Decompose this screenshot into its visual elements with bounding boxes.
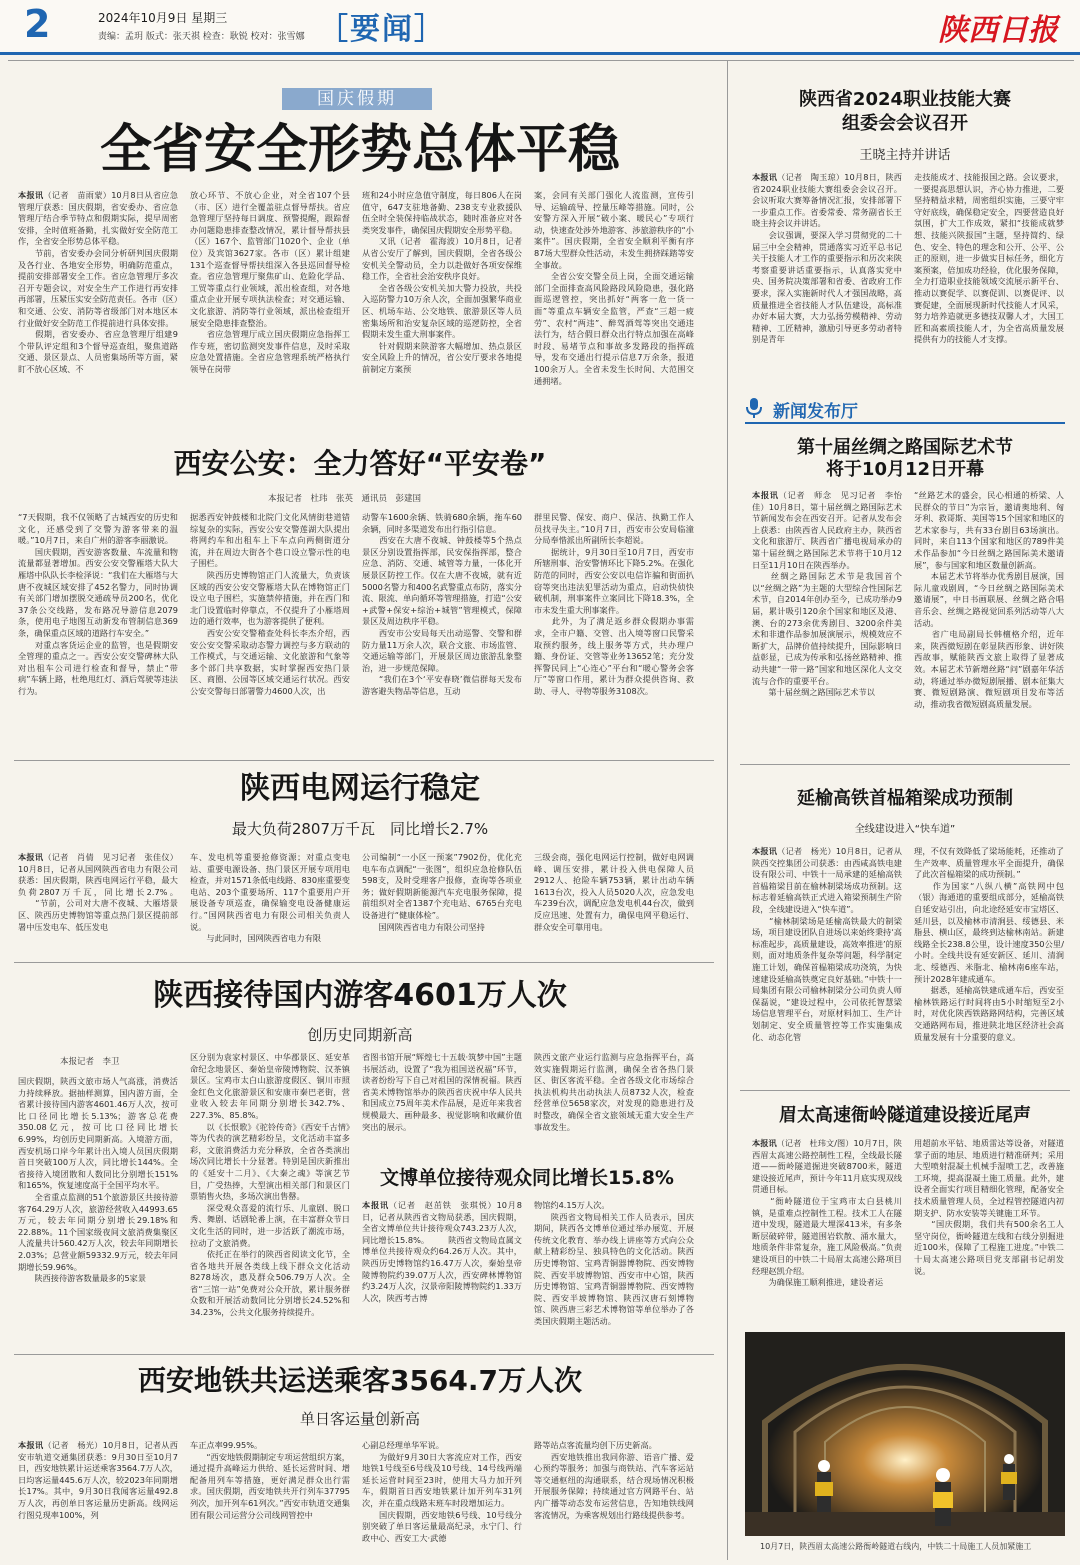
a2-col2 [190,512,350,752]
a6-lead-reporter: （记者 杨光） [43,1440,103,1450]
a2-text-col1: “7天假期，我不仅领略了古城西安的历史和文化，还感受到了交警为游客带来的温暖。”10月7日，来自广州的游客李丽激说。 国庆假期，西安游客数量、车流量和物流量都显著增加。西安公安交警雁塔大队大雁塔中队队长李检泽说：“我们在大雁塔与大唐不夜城区域安排了452名警力，同时协调有关部门增加摆脱交通疏导员200名，优化37条公交线路，发布路况导游信息2079条，使用电子地图互动新发布管制信息369条，确保重点区域的道路行车安全。” 对重点客货运企业的监管，也是假期安全管理的重点之一。西安公安交警碑林大队对出租车公司进行检查和督导，禁止“带病”车辆上路，杜绝甩红灯、酒后驾驶等违法行为。 [18,512,178,696]
holiday-banner: 国庆假期 [282,88,432,110]
r2-lead-label: 本报讯 [752,490,779,500]
center-column-rule [727,60,728,1560]
a4-col3 [362,1052,522,1156]
r1-headline-line1: 陕西省2024职业技能大赛 [798,89,1012,110]
r2-lead-reporter: （记者 师念 见习记者 李怡佳） [752,490,902,512]
a1-text-col3: 班和24小时应急值守制度，每日806人在岗值守，647支驻地备勤、238支专业救援队伍全时全装保持临战状态，随时准备应对各类突发事件，确保国庆假期安全形势平稳。 又讯（记者 霍海波）10月8日，记者从省公安厅了解到，国庆假期，全省各级公安机关全警动员，全力以赴做好各项安保维稳工作，全省社会治安秩序良好。 全省各级公安机关加大警力投放，共投入巡防警力10万余人次，全面加强繁华商业区、机场车站、公交地铁、旅游景区等人员密集场所和治安复杂区域的巡逻防控，全省假期未发生重大刑事案件。 针对假期来陕游客大幅增加、热点景区安全风险上升的情况，省公安厅要求各地提前制定方案预 [362,190,522,374]
a3-col2 [190,852,350,952]
a1-text-col2: 放心环节、不放心企业，对全省107个县（市、区）进行全覆盖驻点督导帮扶。省应急管理厅坚持每日调度、预警提醒，跟踪督办问题隐患排查整改情况，累计督导帮扶县（区）167个、监管部门1020个、企业（单位）及宾馆3627家。各市（区）累计组建131个巡查督导帮扶组深入各县巡回督导检查。省应急管理厅聚焦矿山、危险化学品、工贸等重点行业领域，派出检查组，对各地重点企业开展专项执法检查；对交通运输、文化旅游、消防等行业领域，派出检查组开展安全隐患排查整治。 省应急管理厅成立国庆假期应急指挥工作专班，密切监测突发事件信息，及时采取应急处置措施。全省应急管理系统严格执行领导在岗带 [190,190,350,374]
a1-col4 [534,190,694,432]
r3-subtitle: 全线建设进入“快车道” [854,824,956,835]
r1-col1 [752,172,902,368]
a3-col3 [362,852,522,952]
top-frame-rule [8,60,1074,61]
photo-caption: 10月7日，陕西眉太高速公路衙岭隧道右线内，中铁二十局施工人员加紧施工 [760,1542,1032,1551]
a3-headline: 陕西电网运行稳定 [240,771,480,806]
r4-col1 [752,1138,902,1322]
a1-col1 [18,190,178,432]
r3-col2 [914,846,1064,1078]
a3-col1 [18,852,178,952]
r4-lead-reporter: （记者 杜玮文/图） [776,1138,854,1148]
a1-text-col4: 案，会同有关部门强化人流监测，宣传引导、运输疏导、控量压峰等措施。同时，公安警方深入开展“破小案、暖民心”专项行动，快速查处涉外地游客、涉旅游秩序的“小案件”。国庆假期，全省安全顺利平衡有序87场大型群众性活动，未发生拥挤踩踏等安全事故。 全省公安交警全员上岗，全面交通运输部门全面排查高风险路段风险隐患，强化路面巡逻管控，突出抓好“两客一危一货一面”等重点车辆安全监管，严查“三超一疲劳”、农村“两违”、醉驾酒驾等突出交通违法行为，结合假日群众出行特点加强在高峰时段、易堵节点和事故多发路段的指挥疏导，发布交通出行提示信息7万余条，报道100余万人。全省未发生长时间、大范围交通拥堵。 [534,190,694,386]
a2-text-col3: 动警车1600余辆、铁骑680余辆，拖车60余辆，同时多渠道发布出行指引信息。 西安在大唐不夜城、钟鼓楼等5个热点景区分别设置指挥部，民安保指挥部，整合应急、消防、交通、城管等力量，一体化开展景区防控工作。仅在大唐不夜城，就有近5000名警力和400名武警重点布防，落实分流、限流、单向循环等管理措施，打造“公安+武警+保安+综治+城管”管理模式，保障景区及周边秩序平稳。 西安市公安局每天出动巡警、交警和群防力量11万余人次，联合文旅、市场监管、交通运输等部门，开展景区周边旅游乱象整治，进一步规范保障。 “我们在3个‘平安春晓’微信群每天发布游客避失物品等信息，互动 [362,512,522,696]
r1-text-col1: 10月8日，陕西省2024职业技能大赛组委会会议召开。会议听取大赛筹备情况汇报，安排部署下一步重点工作。省委常委、常务副省长王晓主持会议并讲话。 会议强调，要深入学习贯彻党的二十届三中全会精神，贯通落实习近平总书记关于技能人才工作的重要指示和历次来陕考察重要讲话重要指示，认真落实党中央、国务院决策部署和省委、省政府工作要求，深入实施新时代人才强国战略，高质量推进全省技能人才队伍建设，高标准办好本届大赛，大力弘扬劳模精神、劳动精神、工匠精神，激励引导更多劳动者特别是青年 [752,172,902,345]
divider-a2-a3 [14,760,714,761]
press-release-bar [745,396,1065,424]
a6-lead-label: 本报讯 [18,1440,44,1450]
a2-text-col2: 据悉西安钟鼓楼和北院门文化风情街巷道错综复杂的实际，西安公安交警莲湖大队提出将网约车和出租车上下车点向两侧街道分流，并在周边大街各个巷口设立警示性的电子围栏。 陕西历史博物馆正门人流量大，负责该区域的西安公安交警雁塔大队在博物馆正门设立电子围栏，实施禁停措施，并在西门和北门设置临时停靠点，不仅提升了小雁塔周边的通行效率，也为游客提供了便利。 西安公安交警稽查处科长李杰介绍，西安公安交警采取动态警力调控与多方联动的工作模式，与交通运输、文化旅游和气象等多个部门共享数据，实时掌握西安热门景区、商圈、公园等区域交通运行状况。西安公安交警每日部署警力4600人次，出 [190,512,350,696]
microphone-icon [745,397,763,419]
r3-col1 [752,846,902,1078]
a1-col2 [190,190,350,432]
a2-col1 [18,512,178,752]
a1-text-col1: 10月8日从省应急管理厅获悉：国庆假期，省安委办、省应急管理厅结合季节特点和假期实际，提早周密安排，全时值班备勤，扎实做好安全防范工作，全省安全形势总体平稳。 节前，省安委办会同分析研判国庆假期及各行业、各地安全形势，明确防范重点，提前安排部署安全工作。省应急管理厅多次召开专题会议，对安全生产工作进行再安排再部署，压紧压实安全防范责任。各市（区）和交通、公安、消防等省级部门对本地区本行业做好安全防范工作提前进行具体安排。 假期，省安委办、省应急管理厅组建9个带队评定组和3个督导巡查组，聚焦道路交通、景区景点、人员密集场所等方面，紧盯不放心区域、不 [18,190,178,374]
a2-text-col4: 群里民警、保安、商户、保洁、执勤工作人员找寻失主。”10月7日，西安市公安局临潼分局奉惜派出所副所长李超说。 据统计，9月30日至10月7日，西安市所辖刑事、治安警情环比下降5.2%。在强化防范的同时，西安公安以电信诈骗和街面扒窃等突出违法犯罪活动为重点，启动快侦快破机制，刑事案件立案同比下降18.3%，全市未发生重大刑事案件。 此外，为了满足返乡群众假期办事需求，全市户籍、交管、出入境等窗口民警采取预约服务，线上服务等方式，共办理户籍、身份证、交管等业务13652笔；充分发挥警民同上“心连心”平台和“暖心警务会客厅”等窗口作用，累计为群众提供咨询、救助、寻人、寻物等服务3108次。 [534,512,694,696]
a5-col1 [362,1200,522,1346]
r2-text-col2: “丝路艺术的盛会，民心相通的桥梁、人民群众的节日”为宗旨，邀请奥地利、匈牙利、救哥斯、美国等15个国家和地区的艺术家参与，共有33台剧目63场演出。同时，来自113个国家和地区的789件美术作品参加“今日丝绸之路国际美术邀请展”，参与国家和地区数量创新高。 本届艺术节将举办优秀剧目展演，国际儿童戏剧周，“今日丝绸之路国际美术邀请展”，中日书画联展、丝绸之路合唱音乐会、丝绸之路视觉回系列活动等八大活动。 省广电局副局长韩檀格介绍，近年来，陕西微短剧在彰显陕西形象、讲好陕西故事，赋能陕西文旅上取得了显著成效。本届艺术节新增丝路“问”剧嘉年华活动，将通过举办微短剧展播、剧本征集大赛、微短剧路演、微短剧项目发布等活动，推动我省微短剧高质量发展。 [914,490,1064,709]
r4-text-col2: 用超前水平钻、地质雷达等设备，对隧道掌子面的地层、地质进行精准研判；采用大型喷射混凝土机械手湿喷工艺，改善施工环境，提高混凝土施工质量。此外，建设者全面实行项目精细化管理，配备安全技术质量管理人员，全过程管控隧道内初期支护、防水安装等关键施工环节。 “国庆假期，我们共有500余名工人坚守岗位，衙岭隧道左线和右线分别掘进近100米，保障了工程施工进度。”中铁二十局太高速公路项目党支部副书记胡发说。 [914,1138,1064,1276]
a5-col2 [534,1200,694,1346]
section-title: ［要闻］ [318,12,446,47]
r4-col2 [914,1138,1064,1322]
a6-col2 [190,1440,350,1556]
tunnel-illustration [745,1332,1065,1536]
a1-headline: 全省安全形势总体平稳 [99,120,620,180]
a4-text-col1: 国庆假期，陕西文旅市场人气高涨，消费活力持续释放。据抽样测算，国内游方面，全省累计接待国内游客4601.46万人次，按可比口径同比增长5.13%；游客总花费350.08亿元，按可比口径同比增长6.99%，均创历史同期新高。入境游方面，西安机场口岸今年累计出入境人员国庆假期首日突破100万人次，同比增长144%。全省接待入境团散和人数同比分别增长151%和165%，恢复速度高于全国平均水平。 全省重点监测的51个旅游景区共接待游客764.29万人次，旅游经营收入44993.65万元，较去年同期分别增长29.18%和22.88%。11个国家级夜间文旅消费集聚区人流量共计560.42万人次，较去年同期增长2.03%；总营业额59332.9万元，较去年同期增长59.96%。 陕西接待游客数量最多的5家景 [18,1076,178,1284]
a4-col4 [534,1052,694,1156]
a2-headline: 西安公安：全力答好“平安卷” [173,447,547,480]
a4-text-col2: 区分别为袁家村景区、中华郡景区、延安革命纪念地景区、秦始皇帝陵博物院、汉茶镇景区。宝鸡市太白山旅游度假区、铜川市照金红色文化旅游景区和安康市秦巴老街，营业收入较去年同期分别增长342.7%、227.3%、85.8%。 以《长恨歌》《驼铃传奇》《西安千古情》等为代表的演艺精彩纷呈，文化活动丰富多彩，文旅消费活力充分释放，全省各类演出场次同比增长十分显著。特别是国庆新推出的《延安十二月》、《大秦之魂》等演艺节目，广受热捧，大型演出相关部门和景区门票销售火热，多场次演出售罄。 深受观众喜爱的流行乐、儿童剧、脱口秀、舞剧、话剧轮番上演，在丰富群众节日文化生活的同时，进一步活跃了潮流市场，拉动了文旅消费。 依托正在举行的陕西省阅读文化节，全省各地共开展各类线上线下群众文化活动8278场次，惠及群众506.79万人次。全省“三馆一站”免费对公众开放，累计服务群众数和开展活动数同比分别增长24.52%和34.23%，公共文化服务持续提升。 [190,1052,350,1318]
r3-text-col2: 理，不仅有效降低了梁场能耗，还推动了生产效率、质量管理水平全面提升，确保了此次首榀箱梁的成功预制。” 作为国家“八纵八横”高铁网中包（银）海通道的重要组成部分，延榆高铁自延安站引出，向北途经延安市宝塔区、延川县，以及榆林市清涧县、绥德县、米脂县、横山区，最终到达榆林南站。新建线路全长238.8公里，设计速度350公里/小时。全线共设有延安新区、延川、清涧北、绥德西、米脂北、榆林南6座车站，预计2028年建成通车。 据悉，延榆高铁建成通车后，西安至榆林铁路运行时间将由5小时缩短至2小时，对优化陕西铁路路网结构，完善区域交通路网布局，推进陕北地区经济社会高质量发展有十分重要的意义。 [914,846,1064,1042]
a4-byline: 本报记者 李卫 [60,1057,120,1067]
a3-text-col2: 车、发电机等重要抢修资源；对重点变电站、重要电源设备、热门景区开展专项用电检查，并对1571条低电线路、830座重要变电站、203个重要场所、117个重要用户开展设备专项巡查，确保输变电设备健康运行。”国网陕西省电力有限公司相关负责人说。 与此同时，国网陕西省电力有限 [190,852,350,944]
press-release-label: 新闻发布厅 [773,402,858,422]
r2-col1 [752,490,902,742]
r2-text-col1: 10月8日，第十届丝绸之路国际艺术节新闻发布会在西安召开。记者从发布会上获悉：由陕西省人民政府主办，陕西省文化和旅游厅、陕西省广播电视局承办的第十届丝绸之路国际艺术节将于10月12日至11月10日在陕西举办。 丝绸之路国际艺术节是我国首个以“丝绸之路”为主题的大型综合性国际艺术节，自2014年创办至今，已成功举办9届，累计吸引120余个国家和地区及港、澳、台的273余优秀剧目、3200余件美术和非遗作品参加展演展示，规模效应不断扩大，品牌价值持续提升，国际影响日益彰显，已成为传承和弘扬丝路精神、推动共建“一带一路”国家和地区深化人文交流与合作的重要平台。 第十届丝绸之路国际艺术节以 [752,501,902,698]
r4-text-col1: 10月7日，陕西眉太高速公路控制性工程，全线最长隧道——衙岭隧道掘进突破8700米，隧道建设接近尾声，预计今年11月底实现双线贯通目标。 “衙岭隧道位于宝鸡市太白县桃川镇，是重难点控制性工程。技术工人在隧道中发现，隧道最大埋深413米，有多条断层破碎带，隧道围岩软散、涌水量大，地质条件非常复杂，施工风险极高。”负责建设项目的中铁二十局眉太高速公路项目经理赵凯介绍。 为确保施工顺利推进，建设者运 [752,1138,902,1288]
a4-col2 [190,1052,350,1346]
a3-lead-label: 本报讯 [18,852,44,862]
r3-lead-label: 本报讯 [752,846,778,856]
a2-byline: 本报记者 杜玮 张英 通讯员 彭建国 [268,494,422,504]
page-header [0,0,1080,55]
a2-col3 [362,512,522,752]
r3-headline: 延榆高铁首榀箱梁成功预制 [797,788,1013,809]
a5-text-col2: 物馆约4.15万人次。 陕西省文物局相关工作人员表示，国庆期间，陕西各文博单位通过举办展览、开展传统文化教育、举办线上讲座等方式向公众献上精彩纷呈、独具特色的文化活动。陕西历史博物馆、宝鸡青铜器博物院、西安博物院、西安半坡博物馆、西安市中心馆，陕西历史博物馆、宝鸡青铜器博物院、西安博物院、西安半坡博物馆、陕西汉唐石刻博物馆、陕西唐三彩艺术博物馆等单位举办了各类国庆假期主题活动。 [534,1200,694,1326]
a5-headline: 文博单位接待观众同比增长15.8% [380,1167,674,1189]
a6-text-col1: 10月8日，记者从西安市轨道交通集团获悉：9月30日至10月7日，西安地铁累计运送乘客3564.7万人次，日均客运量445.6万人次，较2023年同期增长17%。其中，9月30日我闻客运量492.8万人次，再创单日客运量历史新高。线网运行图兑现率100%，列 [18,1440,178,1520]
a1-lead-label: 本报讯 [18,190,44,200]
a6-col3 [362,1440,522,1556]
divider-a3-a4 [14,962,714,963]
a5-lead-reporter: （记者 赵茁铁 张琪悦） [388,1200,497,1210]
newspaper-logo: 陕西日报 [938,13,1058,48]
r3-lead-reporter: （记者 杨光） [777,846,836,856]
a3-text-col3: 公司编制“一小区一预案”7902份，优化充电车布点调配“一张图”，组织应急抢修队伍598支，及时受理客户报修，查询等各项业务；做好假期新能源汽车充电服务保障，提前组织对全省1387个充电站、6765台充电设备进行“健康体检”。 国网陕西省电力有限公司坚持 [362,852,522,932]
divider-a4-a6 [14,1354,714,1355]
a1-lead-reporter: （记者 苗雨蒙） [43,190,112,200]
r4-headline: 眉太高速衙岭隧道建设接近尾声 [779,1105,1031,1126]
r2-col2 [914,490,1064,742]
r2-headline-line2: 将于10月12日开幕 [825,459,985,480]
a3-text-col4: 三级会商，强化电网运行控制，做好电网调峰、调压安排，累计投入供电保障人员2912人、抢险车辆753辆，累计出动车辆1613台次，投入人员5020人次，应急发电车239台次，调配应急发电机44台次，做到反应迅速、处置有力，确保电网平稳运行、群众安全可靠用电。 [534,852,694,932]
r4-lead-label: 本报讯 [752,1138,777,1148]
a3-subtitle: 最大负荷2807万千瓦 同比增长2.7% [231,820,489,838]
r1-col2 [914,172,1064,368]
a2-col4 [534,512,694,752]
a6-subtitle: 单日客运量创新高 [299,1410,420,1428]
a4-text-col4: 陕西文旅产业运行监测与应急指挥平台，高效实施假期运行监测，确保全省各热门景区、街区客流平稳。全省各级文化市场综合执法机构共出动执法人员8732人次，检查经营单位5658家次，对发现的隐患进行及时整改，确保全省文旅领域无重大安全生产事故发生。 [534,1052,694,1132]
tunnel-construction-photo [745,1332,1065,1536]
a3-text-col1: 10月8日，记者从国网陕西省电力有限公司获悉：国庆假期，陕西电网运行平稳，最大负荷2807万千瓦，同比增长2.7%。 “节前，公司对大唐不夜城、大雁塔景区、陕西历史博物馆等重点热门景区提前部署中压发电车、低压发电 [18,863,178,932]
a4-text-col3: 省图书馆开展“辉煌七十五载·筑梦中国”主题书展活动，设置了“我为祖国送祝福”环节，读者纷纷写下自己对祖国的深情祝福。陕西省美术博物馆举办的陕西省庆祝中华人民共和国成立75周年美术作品展，是近年来我省规模最大、画种最多、视觉影响和收藏价值突出的展示。 [362,1052,522,1132]
a6-headline: 西安地铁共运送乘客3564.7万人次 [137,1364,583,1397]
a6-col4 [534,1440,694,1556]
divider-r2-r3 [740,764,1070,765]
a6-col1 [18,1440,178,1556]
r2-headline-line1: 第十届丝绸之路国际艺术节 [797,437,1013,458]
r1-lead-reporter: （记者 陶玉琼） [777,172,845,182]
issue-date: 2024年10月9日 星期三 [98,11,228,25]
editorial-staff: 责编：孟玥 版式：张天祺 检查：耿锐 校对：张雪娜 [98,32,305,42]
r1-text-col2: 走技能成才、技能报国之路。会议要求，一要提高思想认识，齐心协力推进，二要坚持精益求精，周密组织实施，三要守牢守好底线，确保稳定安全，四要营造良好氛围，扩大工作成效，紧扣“技能成就梦想、技能兴陕报国”主题，坚持简约、绿色、安全、特色的理念和公开、公平、公正的原则，进一步做实目标任务，细化方案预案，倍加成功经验，优化服务保障，全力打造职业技能领域交流展示新平台、推动以赛促学、以赛促训、以赛促评、以赛促建，全面展现新时代技能人才风采，努力培养造就更多德技双馨人才，大国工匠和高素质技能人才，为全省高质量发展提供有力的技能人才支撑。 [914,172,1064,345]
r1-lead-label: 本报讯 [752,172,778,182]
a6-text-col3: 心副总经理单华军说。 为做好9月30日大客流应对工作，西安地铁1号线至6号线及10号线、14号线两端延长运营时间至23时，使用大马力加开列车，假期首日西安地铁累计加开列车31列次，并在重点线路末班车时段增加运力。 国庆假期，西安地铁6号线、10号线分别突破了单日客运量最高纪录，永宁门、行政中心、西安工大·武德 [362,1440,522,1543]
a4-subtitle: 创历史同期新高 [307,1026,413,1044]
r3-text-col1: 10月8日，记者从陕西交控集团公司获悉：由西咸高铁电建设有限公司、中铁十一局承建的延榆高铁首榀箱梁目前在榆林制梁场成功预制。这标志着延榆高铁正式进入箱梁预制生产阶段，全线建设进入“快车道”。 “榆林制梁场是延榆高铁最大的制梁场，项目建设团队自进场以来始终秉持‘高标准起步，高质量建设，高效率推进’的原则，面对地质条件复杂等问题，科学制定施工计划，确保首榀箱梁成功浇筑，为快速建设延榆高铁奠定良好基础。”中铁十一局集团有限公司榆林制梁分公司负责人师保磊说，“建设过程中，公司依托智慧梁场信息管理平台，对原材料加工、生产计划制定、安全质量管控等工作实施集成化、动态化管 [752,846,902,1042]
a5-lead-label: 本报讯 [362,1200,389,1210]
r1-headline-line2: 组委会会议召开 [842,113,968,134]
a1-col3 [362,190,522,432]
a6-text-col2: 车正点率99.95%。 “西安地铁假期制定专项运营组织方案，通过提升高峰运力供给、延长运营时间、增配备用列车等措施，更好满足群众出行需求。国庆假期，西安地铁共开行列车37795列次，加开列车61列次。”西安市轨道交通集团有限公司运营分公司线网管控中 [190,1440,350,1520]
a6-text-col4: 路等站点客流量均创下历史新高。 西安地铁推出我同你游、语音广播、爱心预约等服务；加强与商铁站、汽车客运站等交通枢纽的沟通联系，结合现场情况积极开展服务保障；持续通过官方网路平台、站内广播等动态发布运营信息，告知地铁线网客流情况，为乘客规划出行路线提供参考。 [534,1440,694,1520]
a4-headline: 陕西接待国内游客4601万人次 [153,978,567,1013]
r1-subtitle: 王晓主持并讲话 [859,148,951,163]
page-number: 2 [24,2,51,46]
a3-col4 [534,852,694,952]
a4-col1 [18,1076,178,1346]
a3-lead-reporter: （记者 肖倩 见习记者 张佳仪） [43,852,178,862]
divider-r3-r4 [740,1090,1070,1091]
a5-text-col1: 10月8日，记者从陕西省文物局获悉，国庆假期，全省文博单位共计接待观众743.23万人次，同比增长15.8%。 陕西省文物局直属文博单位共接待观众约64.26万人次。其中，陕西历史博物馆约16.47万人次，秦始皇帝陵博物院约39.07万人次，西安碑林博物馆约3.24万人次，汉景帝阳陵博物院约1.33万人次，陕西考古博 [362,1200,522,1303]
